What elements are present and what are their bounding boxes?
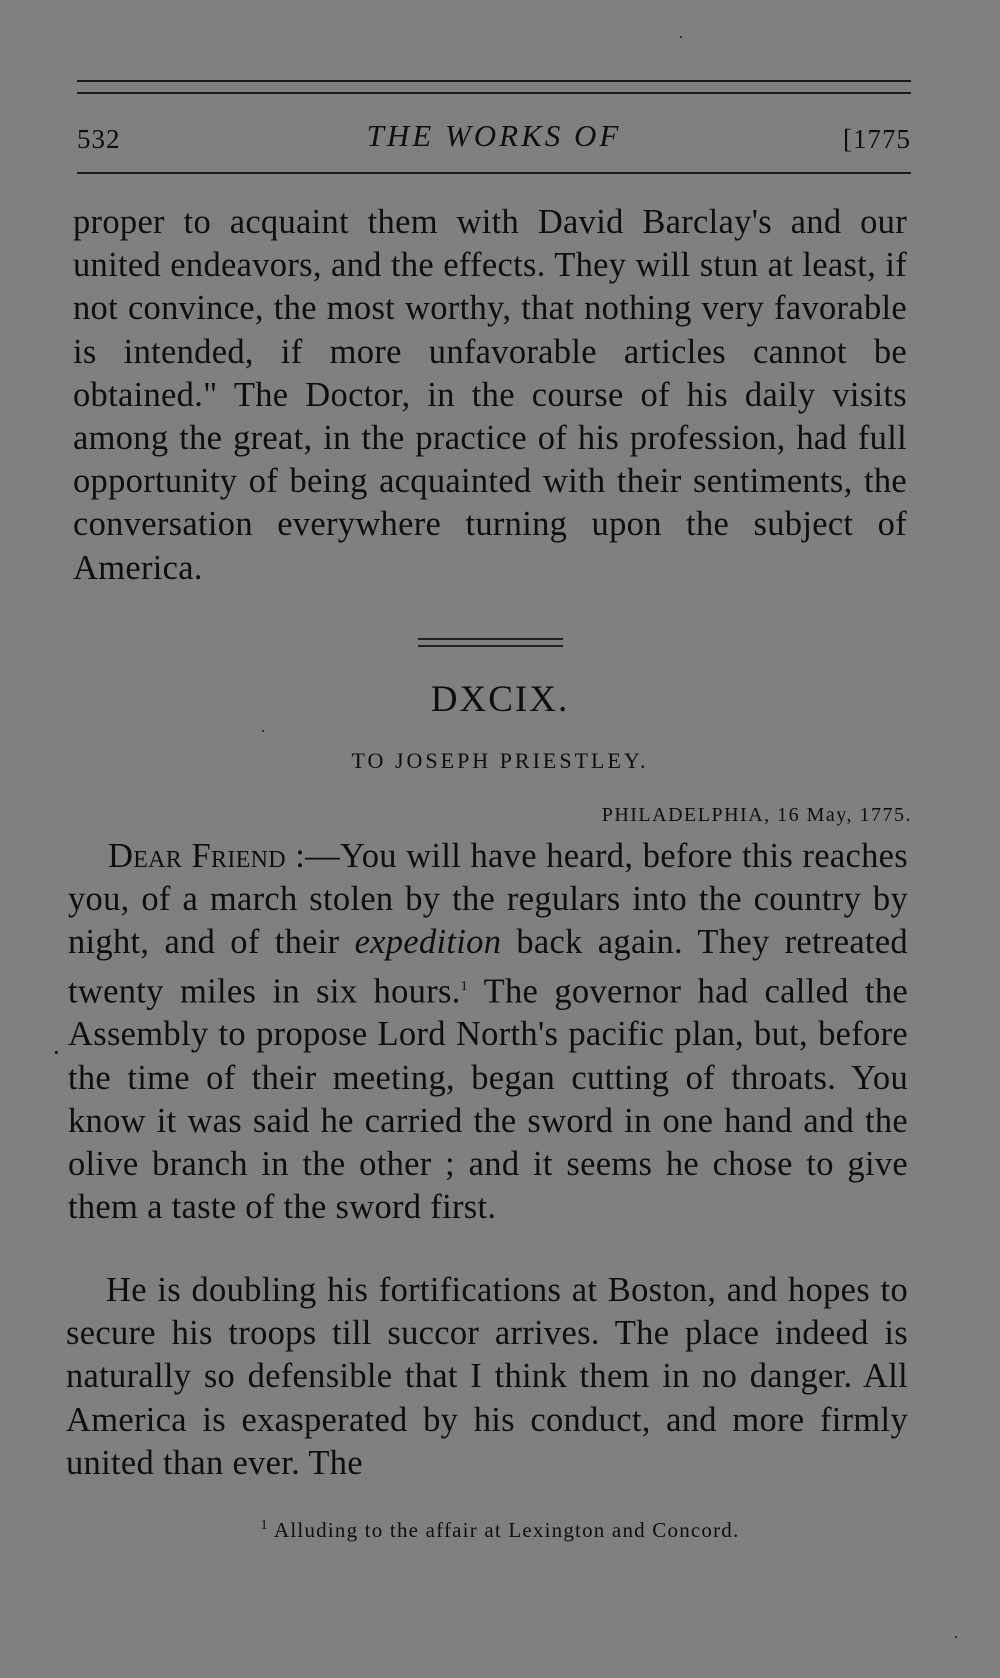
section-separator-1 bbox=[418, 638, 563, 640]
running-header bbox=[77, 118, 911, 162]
footnote-ref: 1 bbox=[460, 978, 468, 994]
para1-mid: back again. They retreated twenty miles in six hours. bbox=[68, 923, 908, 1011]
page-number: 532 bbox=[77, 124, 121, 154]
letter-dateline: PHILADELPHIA, 16 May, 1775. bbox=[601, 804, 912, 826]
footnote-marker: 1 bbox=[260, 1518, 269, 1533]
footnote-text: Alluding to the affair at Lexington and Concord. bbox=[268, 1518, 740, 1542]
scan-speck bbox=[680, 36, 682, 38]
top-rule-1 bbox=[77, 80, 911, 82]
letter-paragraph-1 bbox=[68, 835, 908, 1229]
letter-recipient: TO JOSEPH PRIESTLEY. bbox=[351, 748, 649, 773]
header-rule bbox=[77, 172, 911, 174]
letter-paragraph-2 bbox=[66, 1269, 908, 1485]
scan-speck bbox=[955, 1636, 957, 1638]
continuation-paragraph: proper to acquaint them with David Barclay's and our united endeavors, and the effects. They will stun at least, if not convince, the most worthy, that nothing very favorable is intended, if more unfavorable articles cannot be obtained." The Doctor, in the course of his daily visits among the great, in the practice of his profession, had full opportunity of being acquainted with their sentiments, the conversation everywhere turning upon the subject of America. bbox=[73, 203, 907, 587]
top-rule-2 bbox=[77, 92, 911, 94]
scan-speck bbox=[262, 730, 264, 732]
para1-rest: The governor had called the Assembly to propose Lord North's pacific plan, but, before the time of their meeting, began cutting of throats. You know it was said he carried the sword in one hand and the olive branch in the other ; and it seems he chose to give them a taste of the sword first. bbox=[68, 972, 908, 1227]
section-separator-2 bbox=[418, 645, 563, 647]
running-title: THE WORKS OF bbox=[366, 118, 622, 153]
margin-dot: · bbox=[52, 1038, 61, 1067]
para2-text: He is doubling his fortifications at Boston, and hopes to secure his troops till succor arrives. The place indeed is naturally so defensible that I think them in no danger. All America is exasperated by his conduct, and more firmly united than ever. The bbox=[66, 1271, 908, 1482]
footnote bbox=[0, 1518, 1000, 1543]
header-year: [1775 bbox=[843, 124, 911, 154]
para1-emphasis: expedition bbox=[354, 923, 502, 962]
para1-lead: :—You will have heard, before this reaches you, of a march stolen by the regulars into the country by night, and of their bbox=[68, 837, 908, 962]
letter-number: DXCIX. bbox=[430, 679, 570, 720]
salutation: Dear Friend bbox=[108, 837, 286, 875]
